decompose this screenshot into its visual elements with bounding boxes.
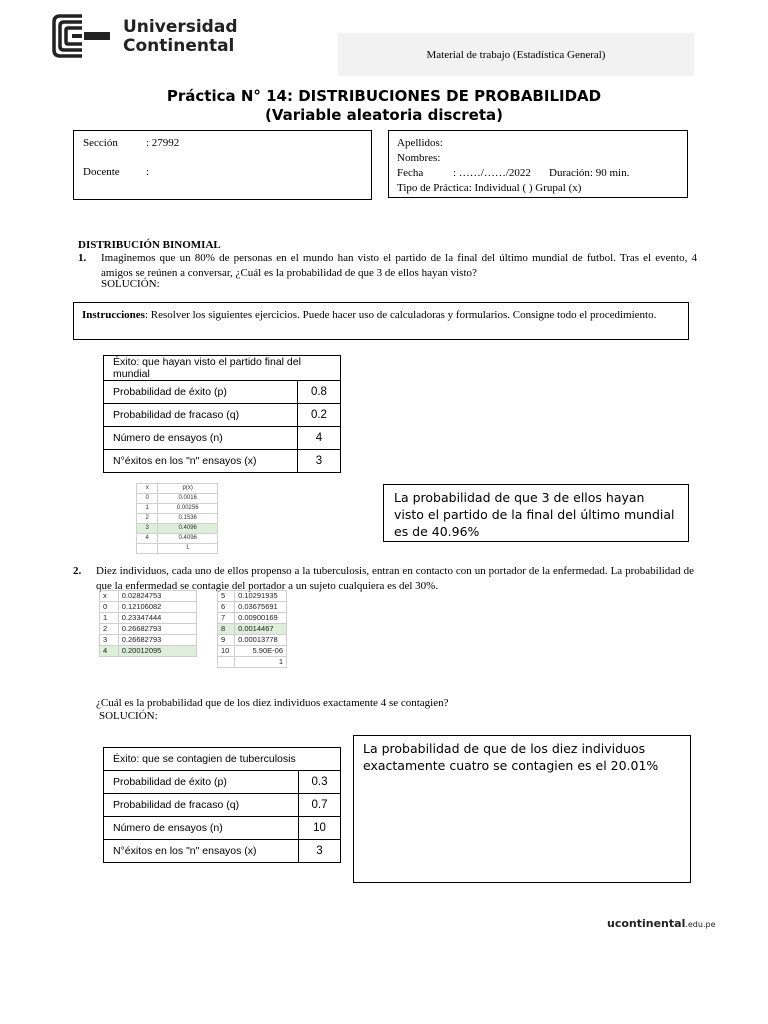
- mini1-cell: [137, 544, 158, 554]
- mini1-cell: 0.00256: [158, 504, 218, 514]
- table-row: [104, 381, 341, 404]
- footer-brand-name: ucontinental: [607, 917, 686, 930]
- mini2-cell: 6: [218, 602, 235, 613]
- mini1-cell: 0.0016: [158, 494, 218, 504]
- instructions-text: : Resolver los siguientes ejercicios. Puede hacer uso de calculadoras y formularios. Consigne todo el procedimiento.: [144, 309, 657, 321]
- fecha-value: : ……/……/2022: [453, 167, 531, 179]
- table1: [103, 355, 341, 473]
- material-label: Material de trabajo (Estadística General): [426, 49, 606, 61]
- mini2-cell: 4: [100, 646, 119, 657]
- q2-number: 2.: [73, 565, 82, 577]
- footer-brand: [607, 917, 716, 930]
- table-row: [104, 771, 341, 794]
- mini2-cell: 0.00900169: [235, 613, 287, 624]
- mini2-cell: 5.90E-06: [235, 646, 287, 657]
- mini2-cell: 0.26682793: [118, 624, 196, 635]
- q2-question: ¿Cuál es la probabilidad que de los diez individuos exactamente 4 se contagien?: [96, 697, 449, 709]
- info-right-box: [388, 130, 688, 198]
- table2: [103, 747, 341, 863]
- logo-mark-icon: [52, 14, 114, 58]
- mini1-cell: 1: [158, 544, 218, 554]
- instructions-label: Instrucciones: [82, 309, 145, 321]
- table1-label: Probabilidad de éxito (p): [104, 381, 298, 404]
- mini2-cell: 0.23347444: [118, 613, 196, 624]
- table2-value: 10: [298, 817, 340, 840]
- table2-value: 0.3: [298, 771, 340, 794]
- mini1-cell: 3: [137, 524, 158, 534]
- table1-value: 4: [297, 427, 340, 450]
- info-left-box: [73, 130, 372, 200]
- table-row: [104, 450, 341, 473]
- table2-header: Éxito: que se contagien de tuberculosis: [104, 748, 341, 771]
- university-name: [123, 18, 237, 56]
- mini2-cell: [218, 657, 235, 668]
- mini-table1: [136, 483, 218, 554]
- mini2-cell: x: [100, 591, 119, 602]
- table1-label: N°éxitos en los "n" ensayos (x): [104, 450, 298, 473]
- table2-label: Probabilidad de fracaso (q): [104, 794, 299, 817]
- table1-label: Probabilidad de fracaso (q): [104, 404, 298, 427]
- fecha-label: Fecha: [397, 167, 424, 179]
- mini2-cell: 0.0014467: [235, 624, 287, 635]
- table1-header: Éxito: que hayan visto el partido final del mundial: [104, 356, 341, 381]
- mini2-cell: 0.00013778: [235, 635, 287, 646]
- nombres-field: Nombres:: [397, 152, 441, 164]
- page-subtitle: (Variable aleatoria discreta): [264, 106, 504, 124]
- mini2-cell: 0.02824753: [118, 591, 196, 602]
- mini2-cell: 10: [218, 646, 235, 657]
- mini1-head: p(x): [158, 484, 218, 494]
- docente-value: :: [146, 166, 150, 178]
- table-row: [104, 427, 341, 450]
- table2-label: Probabilidad de éxito (p): [104, 771, 299, 794]
- mini2-cell: 3: [100, 635, 119, 646]
- mini2-cell: 0.03675691: [235, 602, 287, 613]
- mini2-cell: 0.10291935: [235, 591, 287, 602]
- university-logo: [52, 14, 114, 58]
- table-row: [104, 817, 341, 840]
- table-row: [104, 840, 341, 863]
- section-title: DISTRIBUCIÓN BINOMIAL: [78, 239, 221, 251]
- mini1-cell: 0.4096: [158, 534, 218, 544]
- footer-brand-suffix: .edu.pe: [685, 920, 716, 929]
- mini2-cell: 0.26682793: [118, 635, 196, 646]
- mini2-cell: 8: [218, 624, 235, 635]
- mini-table2-right: [217, 590, 287, 668]
- university-line1: Universidad: [123, 17, 238, 37]
- q1-solucion: SOLUCIÓN:: [101, 278, 160, 290]
- table2-value: 0.7: [298, 794, 340, 817]
- mini2-cell: 1: [235, 657, 287, 668]
- answer1-text: La probabilidad de que 3 de ellos hayan visto el partido de la final del último mundial es de 40.96%: [394, 490, 675, 539]
- mini2-cell: 5: [218, 591, 235, 602]
- mini1-cell: 4: [137, 534, 158, 544]
- mini1-head: x: [137, 484, 158, 494]
- answer2-box: [353, 735, 691, 883]
- table1-value: 0.2: [297, 404, 340, 427]
- mini2-cell: 2: [100, 624, 119, 635]
- mini2-cell: 0: [100, 602, 119, 613]
- q1-number: 1.: [78, 252, 87, 264]
- instructions-box: [73, 302, 689, 340]
- answer1-box: [383, 484, 689, 542]
- mini2-cell: 0.20012095: [118, 646, 196, 657]
- table2-label: N°éxitos en los "n" ensayos (x): [104, 840, 299, 863]
- q1-text: Imaginemos que un 80% de personas en el mundo han visto el partido de la final del último mundial de futbol. Tras el evento, 4 amigos se reúnen a conversar, ¿Cuál es la probabilidad de que 3 de ellos hayan visto?: [101, 252, 697, 279]
- mini2-cell: 9: [218, 635, 235, 646]
- mini1-cell: 0.1536: [158, 514, 218, 524]
- docente-label: Docente: [83, 166, 120, 178]
- answer2-text: La probabilidad de que de los diez individuos exactamente cuatro se contagien es el 20.01%: [363, 741, 659, 773]
- mini2-cell: 1: [100, 613, 119, 624]
- page-title: Práctica N° 14: DISTRIBUCIONES DE PROBABILIDAD: [166, 87, 602, 105]
- table-row: [104, 794, 341, 817]
- q2-text: Diez individuos, cada uno de ellos propenso a la tuberculosis, entran en contacto con un portador de la enfermedad. La probabilidad de que la enfermedad se contagie del portador a un sujeto cualquiera es del 30%.: [96, 565, 694, 592]
- table2-label: Número de ensayos (n): [104, 817, 299, 840]
- duracion-field: Duración: 90 min.: [549, 167, 630, 179]
- mini2-cell: 7: [218, 613, 235, 624]
- mini2-cell: 0.12106082: [118, 602, 196, 613]
- table1-label: Número de ensayos (n): [104, 427, 298, 450]
- table1-value: 0.8: [297, 381, 340, 404]
- table-row: [104, 404, 341, 427]
- mini1-cell: 2: [137, 514, 158, 524]
- tipo-practica: Tipo de Práctica: Individual ( ) Grupal (x): [397, 182, 582, 194]
- table2-value: 3: [298, 840, 340, 863]
- seccion-value: : 27992: [146, 137, 180, 149]
- apellidos-field: Apellidos:: [397, 137, 443, 149]
- table1-value: 3: [297, 450, 340, 473]
- mini1-cell: 1: [137, 504, 158, 514]
- mini1-cell: 0: [137, 494, 158, 504]
- mini-table2-left: [99, 590, 197, 657]
- seccion-label: Sección: [83, 137, 118, 149]
- university-line2: Continental: [123, 36, 235, 56]
- mini1-cell: 0.4096: [158, 524, 218, 534]
- q2-solucion: SOLUCIÓN:: [99, 710, 158, 722]
